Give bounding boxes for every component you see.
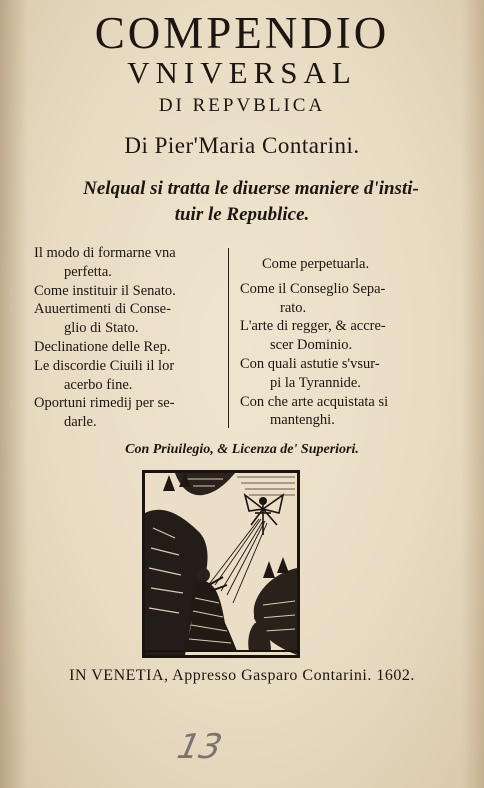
woodcut-illustration [142, 470, 300, 658]
subtitle-line-1: Nelqual si tratta le diuerse maniere d'insti- [83, 178, 419, 199]
contents-left-line: darle. [64, 414, 97, 431]
contents-right-line: scer Dominio. [270, 337, 353, 354]
contents-right-line: Come perpetuarla. [262, 256, 370, 272]
contents-left-line: Oportuni rimedij per se- [34, 395, 175, 412]
contents-right-line: rato. [280, 299, 307, 316]
subtitle-line-2: tuir le Republice. [174, 204, 310, 225]
author-line: Di Pier'Maria Contarini. [124, 133, 360, 158]
imprint-line: IN VENETIA, Appresso Gasparo Contarini. 1602. [69, 667, 415, 684]
title-di-repvblica: DI REPVBLICA [158, 95, 326, 116]
handwritten-shelf-mark: 13 [173, 727, 226, 767]
contents-left-line: Il modo di formarne vna [34, 245, 176, 261]
contents-left-column [34, 244, 222, 432]
contents-right-line: pi la Tyrannide. [270, 374, 361, 391]
contents-right-column [240, 255, 444, 430]
contents-left-line: Auuertimenti di Conse- [34, 301, 171, 318]
contents-left-line: Le discordie Ciuili il lor [34, 357, 175, 374]
privilege-line: Con Priuilegio, & Licenza de' Superiori. [125, 442, 359, 457]
contents-right-line: L'arte di regger, & accre- [240, 318, 386, 335]
title-vniversal: VNIVERSAL [127, 55, 357, 90]
contents-right-line: Con quali astutie s'vsur- [240, 355, 380, 372]
contents-columns [34, 244, 444, 434]
contents-left-line: perfetta. [64, 263, 112, 280]
contents-left-line: Declinatione delle Rep. [34, 338, 171, 355]
contents-right-line: mantenghi. [270, 412, 335, 429]
contents-right-line: Con che arte acquistata si [240, 393, 389, 410]
contents-left-line: glio di Stato. [64, 320, 139, 337]
title-compendio: COMPENDIO [94, 8, 390, 58]
contents-left-line: Come instituir il Senato. [34, 282, 176, 299]
stigmata-woodcut-icon [145, 473, 297, 655]
contents-left-line: acerbo fine. [64, 376, 133, 393]
column-divider [228, 248, 229, 428]
contents-right-line: Come il Conseglio Sepa- [240, 280, 386, 297]
